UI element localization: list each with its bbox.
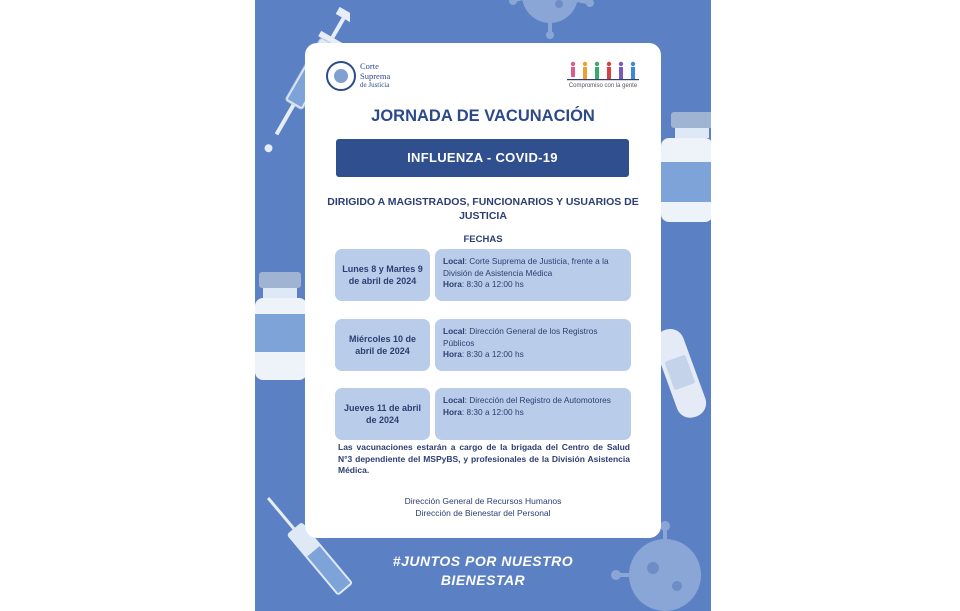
bandage-icon [657,322,711,422]
seal-icon [326,61,356,91]
hora-label: Hora [443,406,462,417]
location-box [435,319,631,371]
hashtag-line1: #JUNTOS POR NUESTRO [392,553,574,569]
time-text: : 8:30 a 12:00 hs [461,279,524,289]
hashtag [255,552,711,590]
institution-line2: Suprema [360,70,391,81]
hashtag-line2: BIENESTAR [440,572,526,588]
hora-label: Hora [443,349,462,359]
audience-text: DIRIGIDO A MAGISTRADOS, FUNCIONARIOS Y USUARIOS DE JUSTICIA [327,196,639,222]
location-box [435,249,631,301]
people-icon [567,61,639,81]
location-text: : Dirección del Registro de Automotores [464,395,611,405]
partner-tagline: Compromiso con la gente [568,83,638,89]
hora-label: Hora [443,279,462,289]
signature-line2: Dirección de Bienestar del Personal [415,508,551,518]
date-box: Jueves 11 de abril de 2024 [335,388,430,440]
time-text: : 8:30 a 12:00 hs [461,406,524,417]
partner-logo [563,61,643,95]
vaccination-poster [255,0,711,611]
location-text: : Corte Suprema de Justicia, frente a la División de Asistencia Médica [443,256,609,278]
local-label: Local [443,256,465,266]
signature-line1: Dirección General de Recursos Humanos [404,496,562,506]
virus-icon [495,0,605,40]
institution-line1: Corte [360,61,379,71]
vaccine-vial-icon [255,272,310,382]
csj-logo [326,61,446,97]
signature [305,495,661,519]
time-text: : 8:30 a 12:00 hs [461,349,524,359]
local-label: Local [443,326,465,336]
local-label: Local [443,395,465,405]
page-title: JORNADA DE VACUNACIÓN [371,107,595,125]
dates-heading: FECHAS [463,234,503,245]
institution-line3: de Justicia [360,81,390,89]
location-box [435,388,631,440]
campaign-banner: INFLUENZA - COVID-19 [336,139,629,177]
note-text: Las vacunaciones estarán a cargo de la brigada del Centro de Salud N°3 dependiente del MSPyBS, y profesionales de la División Asistencia Médica. [338,442,630,475]
date-box: Lunes 8 y Martes 9 de abril de 2024 [335,249,430,301]
location-text: : Dirección General de los Registros Públicos [443,326,598,348]
info-card [305,43,661,538]
date-box: Miércoles 10 de abril de 2024 [335,319,430,371]
vaccine-vial-icon [653,112,711,232]
